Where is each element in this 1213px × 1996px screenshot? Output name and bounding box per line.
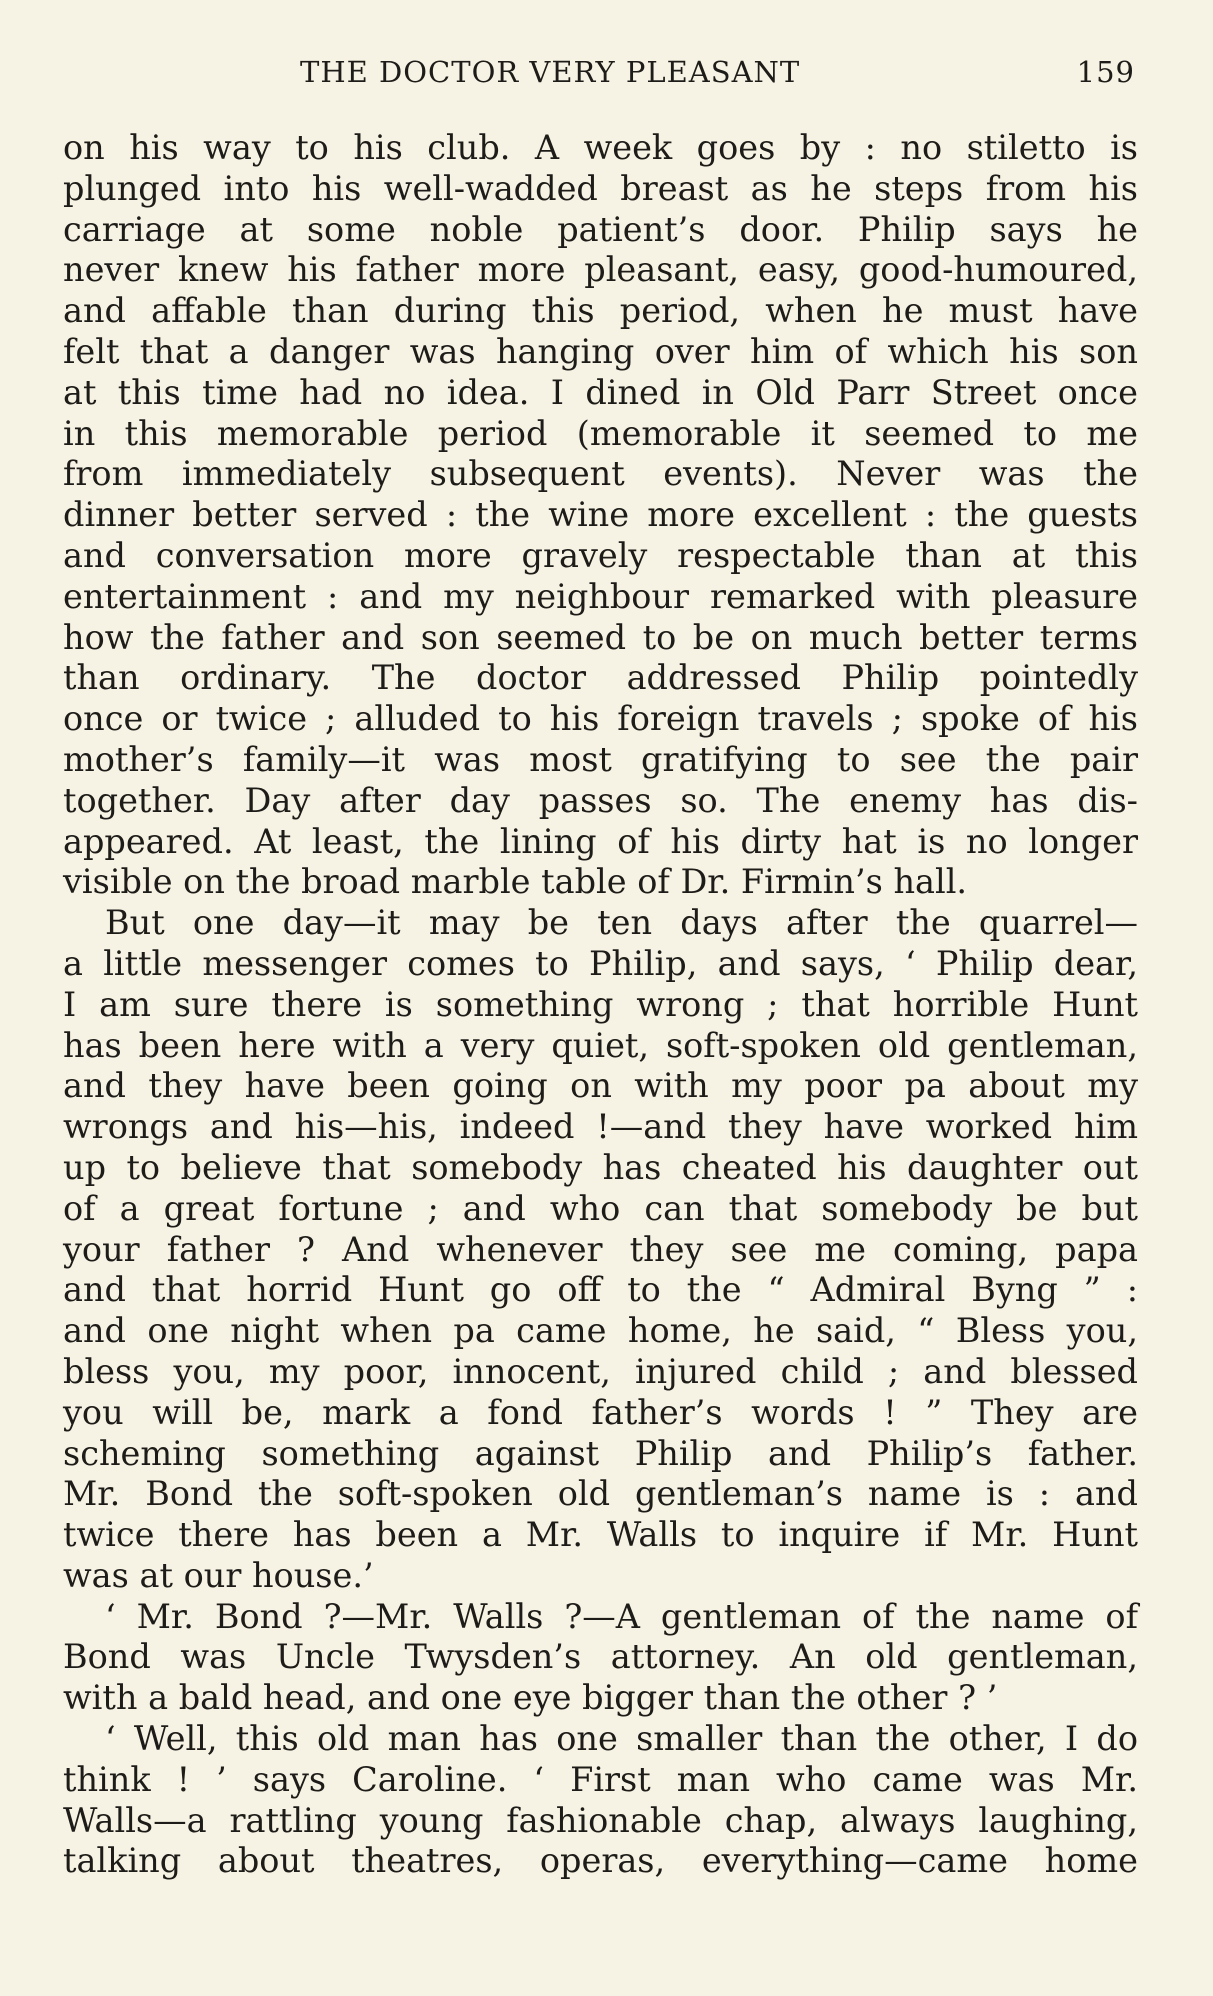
text-line: together. Day after day passes so. The enemy has dis- (63, 780, 1138, 820)
text-line: and conversation more gravely respectable than at this (63, 535, 1138, 575)
running-head (300, 50, 1180, 94)
text-line: how the father and son seemed to be on much better terms (63, 617, 1138, 657)
text-line: and that horrid Hunt go off to the “ Admiral Byng ” : (63, 1270, 1138, 1310)
text-line: twice there has been a Mr. Walls to inquire if Mr. Hunt (63, 1515, 1138, 1555)
text-line: on his way to his club. A week goes by : no stiletto is (63, 128, 1138, 167)
text-line: and one night when pa came home, he said, “ Bless you, (63, 1311, 1138, 1351)
text-line: talking about theatres, operas, everything—came home (63, 1841, 1138, 1881)
text-line: was at our house.’ (63, 1555, 374, 1595)
text-line: appeared. At least, the lining of his dirty hat is no longer (63, 821, 1138, 861)
paragraph-4 (63, 1719, 1138, 1882)
page-number: 159 (1076, 55, 1135, 89)
text-line: mother’s family—it was most gratifying to see the pair (63, 739, 1138, 779)
text-line: wrongs and his—his, indeed !—and they have worked him (63, 1107, 1138, 1147)
text-line: ‘ Mr. Bond ?—Mr. Walls ?—A gentleman of the name of (105, 1596, 1138, 1636)
body-text (63, 128, 1138, 1888)
text-line: Bond was Uncle Twysden’s attorney. An old gentleman, (63, 1637, 1138, 1677)
text-line: carriage at some noble patient’s door. Philip says he (63, 209, 1138, 249)
text-line: scheming something against Philip and Philip’s father. (63, 1433, 1138, 1473)
text-line: plunged into his well-wadded breast as he steps from his (63, 168, 1138, 208)
text-line: But one day—it may be ten days after the quarrel— (105, 903, 1138, 943)
text-line: in this memorable period (memorable it seemed to me (63, 413, 1138, 453)
text-line: and they have been going on with my poor pa about my (63, 1066, 1138, 1106)
paragraph-3 (63, 1597, 1138, 1719)
text-line: bless you, my poor, innocent, injured child ; and blessed (63, 1351, 1138, 1391)
text-line: has been here with a very quiet, soft-spoken old gentleman, (63, 1025, 1138, 1065)
text-line: felt that a danger was hanging over him of which his son (63, 331, 1138, 371)
text-line: entertainment : and my neighbour remarked with pleasure (63, 576, 1138, 616)
text-line: with a bald head, and one eye bigger than the other ? ’ (63, 1678, 998, 1718)
text-line: and affable than during this period, when he must have (63, 291, 1138, 331)
text-line: a little messenger comes to Philip, and says, ‘ Philip dear, (63, 943, 1138, 983)
text-line: from immediately subsequent events). Never was the (63, 454, 1138, 494)
text-line: Mr. Bond the soft-spoken old gentleman’s name is : and (63, 1474, 1138, 1514)
text-line: you will be, mark a fond father’s words ! ” They are (63, 1392, 1138, 1432)
text-line: up to believe that somebody has cheated his daughter out (63, 1147, 1138, 1187)
paragraph-2 (63, 903, 1138, 1597)
paragraph-1 (63, 128, 1138, 903)
text-line: than ordinary. The doctor addressed Philip pointedly (63, 658, 1138, 698)
text-line: ‘ Well, this old man has one smaller than the other, I do (105, 1719, 1138, 1759)
text-line: at this time had no idea. I dined in Old Parr Street once (63, 372, 1138, 412)
text-line: I am sure there is something wrong ; that horrible Hunt (63, 984, 1138, 1024)
text-line: never knew his father more pleasant, easy, good-humoured, (63, 250, 1138, 290)
text-line: your father ? And whenever they see me coming, papa (63, 1229, 1138, 1269)
text-line: Walls—a rattling young fashionable chap, always laughing, (63, 1800, 1138, 1840)
text-line: dinner better served : the wine more excellent : the guests (63, 495, 1138, 535)
text-line: visible on the broad marble table of Dr. Firmin’s hall. (63, 862, 968, 902)
text-line: of a great fortune ; and who can that somebody be but (63, 1188, 1138, 1228)
text-line: think ! ’ says Caroline. ‘ First man who came was Mr. (63, 1759, 1138, 1799)
running-title: THE DOCTOR VERY PLEASANT (300, 55, 801, 89)
text-line: once or twice ; alluded to his foreign travels ; spoke of his (63, 699, 1138, 739)
